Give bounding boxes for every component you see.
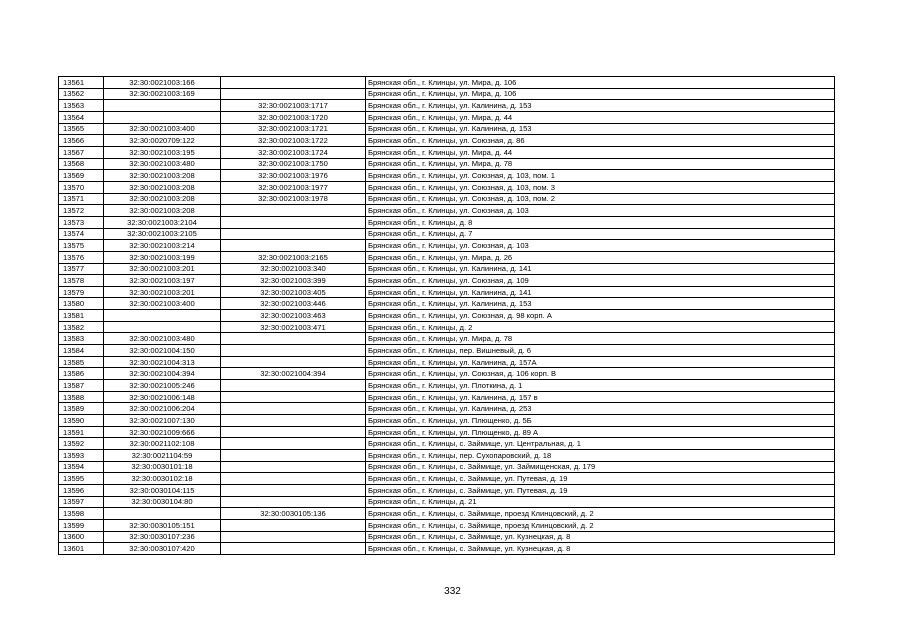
- register-table-body: [59, 77, 835, 555]
- row-number-cell: 13601: [59, 543, 104, 555]
- table-row: [59, 135, 835, 147]
- row-number-cell: 13573: [59, 216, 104, 228]
- table-row: [59, 275, 835, 287]
- address-cell: Брянская обл., г. Клинцы, д. 7: [366, 228, 835, 240]
- address-cell: Брянская обл., г. Клинцы, ул. Мира, д. 106: [366, 77, 835, 89]
- cadastral-number-cell: 32:30:0030104:80: [104, 496, 221, 508]
- row-number-cell: 13568: [59, 158, 104, 170]
- cadastral-number-cell: 32:30:0021003:208: [104, 181, 221, 193]
- row-number-cell: 13566: [59, 135, 104, 147]
- table-row: [59, 228, 835, 240]
- table-row: [59, 321, 835, 333]
- linked-cadastral-number-cell: [221, 356, 366, 368]
- linked-cadastral-number-cell: 32:30:0021003:1720: [221, 111, 366, 123]
- cadastral-number-cell: 32:30:0021003:208: [104, 205, 221, 217]
- linked-cadastral-number-cell: [221, 543, 366, 555]
- linked-cadastral-number-cell: 32:30:0021003:1717: [221, 100, 366, 112]
- table-row: [59, 531, 835, 543]
- linked-cadastral-number-cell: 32:30:0021003:463: [221, 310, 366, 322]
- cadastral-number-cell: 32:30:0021004:394: [104, 368, 221, 380]
- address-cell: Брянская обл., г. Клинцы, с. Займище, ул. Путевая, д. 19: [366, 484, 835, 496]
- address-cell: Брянская обл., г. Клинцы, ул. Союзная, д. 106 корп. В: [366, 368, 835, 380]
- table-row: [59, 368, 835, 380]
- cadastral-number-cell: 32:30:0030101:18: [104, 461, 221, 473]
- address-cell: Брянская обл., г. Клинцы, ул. Мира, д. 26: [366, 251, 835, 263]
- address-cell: Брянская обл., г. Клинцы, ул. Калинина, д. 153: [366, 100, 835, 112]
- address-cell: Брянская обл., г. Клинцы, ул. Союзная, д. 98 корп. А: [366, 310, 835, 322]
- cadastral-number-cell: 32:30:0021003:201: [104, 286, 221, 298]
- address-cell: Брянская обл., г. Клинцы, д. 8: [366, 216, 835, 228]
- row-number-cell: 13580: [59, 298, 104, 310]
- address-cell: Брянская обл., г. Клинцы, ул. Союзная, д. 103, пом. 2: [366, 193, 835, 205]
- address-cell: Брянская обл., г. Клинцы, ул. Калинина, д. 141: [366, 263, 835, 275]
- row-number-cell: 13576: [59, 251, 104, 263]
- linked-cadastral-number-cell: [221, 461, 366, 473]
- row-number-cell: 13570: [59, 181, 104, 193]
- linked-cadastral-number-cell: 32:30:0021003:2165: [221, 251, 366, 263]
- cadastral-number-cell: 32:30:0030107:236: [104, 531, 221, 543]
- table-row: [59, 123, 835, 135]
- table-row: [59, 543, 835, 555]
- row-number-cell: 13587: [59, 380, 104, 392]
- cadastral-number-cell: 32:30:0030104:115: [104, 484, 221, 496]
- row-number-cell: 13578: [59, 275, 104, 287]
- address-cell: Брянская обл., г. Клинцы, с. Займище, проезд Клинцовский, д. 2: [366, 508, 835, 520]
- address-cell: Брянская обл., г. Клинцы, ул. Мира, д. 78: [366, 158, 835, 170]
- table-row: [59, 403, 835, 415]
- table-row: [59, 77, 835, 89]
- row-number-cell: 13592: [59, 438, 104, 450]
- cadastral-number-cell: 32:30:0021003:195: [104, 146, 221, 158]
- cadastral-number-cell: 32:30:0021007:130: [104, 415, 221, 427]
- linked-cadastral-number-cell: [221, 484, 366, 496]
- address-cell: Брянская обл., г. Клинцы, ул. Мира, д. 78: [366, 333, 835, 345]
- table-row: [59, 473, 835, 485]
- linked-cadastral-number-cell: [221, 216, 366, 228]
- linked-cadastral-number-cell: [221, 496, 366, 508]
- row-number-cell: 13563: [59, 100, 104, 112]
- row-number-cell: 13589: [59, 403, 104, 415]
- row-number-cell: 13591: [59, 426, 104, 438]
- address-cell: Брянская обл., г. Клинцы, ул. Калинина, д. 157 в: [366, 391, 835, 403]
- row-number-cell: 13561: [59, 77, 104, 89]
- cadastral-number-cell: 32:30:0021003:166: [104, 77, 221, 89]
- row-number-cell: 13584: [59, 345, 104, 357]
- row-number-cell: 13600: [59, 531, 104, 543]
- row-number-cell: 13585: [59, 356, 104, 368]
- cadastral-register-table: [58, 76, 835, 555]
- cadastral-number-cell: 32:30:0021003:199: [104, 251, 221, 263]
- linked-cadastral-number-cell: 32:30:0021003:1977: [221, 181, 366, 193]
- table-row: [59, 181, 835, 193]
- row-number-cell: 13593: [59, 450, 104, 462]
- address-cell: Брянская обл., г. Клинцы, ул. Мира, д. 106: [366, 88, 835, 100]
- address-cell: Брянская обл., г. Клинцы, ул. Калинина, д. 157А: [366, 356, 835, 368]
- row-number-cell: 13598: [59, 508, 104, 520]
- table-row: [59, 170, 835, 182]
- table-row: [59, 263, 835, 275]
- linked-cadastral-number-cell: 32:30:0021003:1722: [221, 135, 366, 147]
- linked-cadastral-number-cell: [221, 391, 366, 403]
- table-row: [59, 333, 835, 345]
- table-row: [59, 251, 835, 263]
- table-row: [59, 508, 835, 520]
- address-cell: Брянская обл., г. Клинцы, с. Займище, ул. Кузнецкая, д. 8: [366, 543, 835, 555]
- row-number-cell: 13595: [59, 473, 104, 485]
- address-cell: Брянская обл., г. Клинцы, ул. Мира, д. 44: [366, 111, 835, 123]
- linked-cadastral-number-cell: [221, 380, 366, 392]
- address-cell: Брянская обл., г. Клинцы, ул. Союзная, д. 109: [366, 275, 835, 287]
- linked-cadastral-number-cell: 32:30:0021003:1750: [221, 158, 366, 170]
- address-cell: Брянская обл., г. Клинцы, ул. Союзная, д. 103, пом. 3: [366, 181, 835, 193]
- table-row: [59, 88, 835, 100]
- cadastral-number-cell: 32:30:0021005:246: [104, 380, 221, 392]
- address-cell: Брянская обл., г. Клинцы, д. 21: [366, 496, 835, 508]
- linked-cadastral-number-cell: [221, 415, 366, 427]
- table-row: [59, 146, 835, 158]
- table-row: [59, 356, 835, 368]
- address-cell: Брянская обл., г. Клинцы, пер. Сухопаровский, д. 18: [366, 450, 835, 462]
- cadastral-number-cell: 32:30:0021102:108: [104, 438, 221, 450]
- row-number-cell: 13583: [59, 333, 104, 345]
- table-row: [59, 450, 835, 462]
- cadastral-number-cell: 32:30:0021009:666: [104, 426, 221, 438]
- linked-cadastral-number-cell: 32:30:0021003:446: [221, 298, 366, 310]
- cadastral-number-cell: 32:30:0021003:197: [104, 275, 221, 287]
- row-number-cell: 13582: [59, 321, 104, 333]
- cadastral-number-cell: 32:30:0020709:122: [104, 135, 221, 147]
- cadastral-number-cell: [104, 310, 221, 322]
- address-cell: Брянская обл., г. Клинцы, пер. Вишневый, д. 6: [366, 345, 835, 357]
- linked-cadastral-number-cell: 32:30:0021003:1976: [221, 170, 366, 182]
- cadastral-number-cell: 32:30:0021004:313: [104, 356, 221, 368]
- linked-cadastral-number-cell: [221, 228, 366, 240]
- table-row: [59, 205, 835, 217]
- address-cell: Брянская обл., г. Клинцы, с. Займище, ул. Путевая, д. 19: [366, 473, 835, 485]
- table-row: [59, 380, 835, 392]
- cadastral-number-cell: 32:30:0021003:400: [104, 298, 221, 310]
- linked-cadastral-number-cell: 32:30:0021003:471: [221, 321, 366, 333]
- linked-cadastral-number-cell: [221, 403, 366, 415]
- cadastral-number-cell: 32:30:0030102:18: [104, 473, 221, 485]
- row-number-cell: 13569: [59, 170, 104, 182]
- address-cell: Брянская обл., г. Клинцы, ул. Плющенко, д. 89 А: [366, 426, 835, 438]
- linked-cadastral-number-cell: [221, 531, 366, 543]
- address-cell: Брянская обл., г. Клинцы, ул. Калинина, д. 153: [366, 298, 835, 310]
- cadastral-number-cell: 32:30:0021003:2105: [104, 228, 221, 240]
- linked-cadastral-number-cell: [221, 438, 366, 450]
- row-number-cell: 13567: [59, 146, 104, 158]
- row-number-cell: 13577: [59, 263, 104, 275]
- cadastral-number-cell: 32:30:0021003:480: [104, 333, 221, 345]
- row-number-cell: 13571: [59, 193, 104, 205]
- cadastral-number-cell: 32:30:0021104:59: [104, 450, 221, 462]
- linked-cadastral-number-cell: [221, 77, 366, 89]
- row-number-cell: 13572: [59, 205, 104, 217]
- row-number-cell: 13594: [59, 461, 104, 473]
- cadastral-number-cell: 32:30:0021004:150: [104, 345, 221, 357]
- row-number-cell: 13574: [59, 228, 104, 240]
- table-row: [59, 240, 835, 252]
- row-number-cell: 13575: [59, 240, 104, 252]
- table-row: [59, 298, 835, 310]
- address-cell: Брянская обл., г. Клинцы, с. Займище, ул. Займищенская, д. 179: [366, 461, 835, 473]
- cadastral-number-cell: 32:30:0030105:151: [104, 519, 221, 531]
- linked-cadastral-number-cell: 32:30:0021003:405: [221, 286, 366, 298]
- row-number-cell: 13564: [59, 111, 104, 123]
- table-row: [59, 391, 835, 403]
- address-cell: Брянская обл., г. Клинцы, ул. Союзная, д. 86: [366, 135, 835, 147]
- table-row: [59, 426, 835, 438]
- cadastral-number-cell: [104, 508, 221, 520]
- cadastral-number-cell: 32:30:0030107:420: [104, 543, 221, 555]
- linked-cadastral-number-cell: [221, 345, 366, 357]
- cadastral-number-cell: 32:30:0021003:208: [104, 170, 221, 182]
- linked-cadastral-number-cell: [221, 240, 366, 252]
- linked-cadastral-number-cell: [221, 450, 366, 462]
- address-cell: Брянская обл., г. Клинцы, ул. Плющенко, д. 5Б: [366, 415, 835, 427]
- linked-cadastral-number-cell: [221, 205, 366, 217]
- table-row: [59, 193, 835, 205]
- linked-cadastral-number-cell: [221, 88, 366, 100]
- cadastral-number-cell: 32:30:0021003:208: [104, 193, 221, 205]
- row-number-cell: 13590: [59, 415, 104, 427]
- row-number-cell: 13599: [59, 519, 104, 531]
- linked-cadastral-number-cell: 32:30:0021003:1721: [221, 123, 366, 135]
- linked-cadastral-number-cell: 32:30:0021003:1978: [221, 193, 366, 205]
- cadastral-number-cell: [104, 100, 221, 112]
- linked-cadastral-number-cell: [221, 333, 366, 345]
- row-number-cell: 13586: [59, 368, 104, 380]
- cadastral-number-cell: 32:30:0021006:204: [104, 403, 221, 415]
- table-row: [59, 496, 835, 508]
- table-row: [59, 158, 835, 170]
- cadastral-number-cell: 32:30:0021003:400: [104, 123, 221, 135]
- address-cell: Брянская обл., г. Клинцы, с. Займище, ул. Кузнецкая, д. 8: [366, 531, 835, 543]
- row-number-cell: 13581: [59, 310, 104, 322]
- linked-cadastral-number-cell: 32:30:0021003:340: [221, 263, 366, 275]
- table-row: [59, 484, 835, 496]
- table-row: [59, 100, 835, 112]
- linked-cadastral-number-cell: 32:30:0021003:399: [221, 275, 366, 287]
- row-number-cell: 13579: [59, 286, 104, 298]
- address-cell: Брянская обл., г. Клинцы, ул. Калинина, д. 253: [366, 403, 835, 415]
- row-number-cell: 13562: [59, 88, 104, 100]
- address-cell: Брянская обл., г. Клинцы, с. Займище, ул. Центральная, д. 1: [366, 438, 835, 450]
- cadastral-number-cell: [104, 321, 221, 333]
- cadastral-number-cell: [104, 111, 221, 123]
- address-cell: Брянская обл., г. Клинцы, ул. Мира, д. 44: [366, 146, 835, 158]
- cadastral-number-cell: 32:30:0021003:169: [104, 88, 221, 100]
- address-cell: Брянская обл., г. Клинцы, ул. Союзная, д. 103: [366, 240, 835, 252]
- table-row: [59, 111, 835, 123]
- address-cell: Брянская обл., г. Клинцы, ул. Плоткина, д. 1: [366, 380, 835, 392]
- address-cell: Брянская обл., г. Клинцы, д. 2: [366, 321, 835, 333]
- table-row: [59, 519, 835, 531]
- cadastral-number-cell: 32:30:0021003:201: [104, 263, 221, 275]
- address-cell: Брянская обл., г. Клинцы, ул. Союзная, д. 103: [366, 205, 835, 217]
- address-cell: Брянская обл., г. Клинцы, ул. Калинина, д. 153: [366, 123, 835, 135]
- table-row: [59, 216, 835, 228]
- table-row: [59, 438, 835, 450]
- page-number: 332: [444, 586, 461, 597]
- row-number-cell: 13597: [59, 496, 104, 508]
- linked-cadastral-number-cell: 32:30:0021004:394: [221, 368, 366, 380]
- linked-cadastral-number-cell: [221, 473, 366, 485]
- row-number-cell: 13596: [59, 484, 104, 496]
- cadastral-number-cell: 32:30:0021003:480: [104, 158, 221, 170]
- table-row: [59, 415, 835, 427]
- table-row: [59, 286, 835, 298]
- linked-cadastral-number-cell: 32:30:0021003:1724: [221, 146, 366, 158]
- linked-cadastral-number-cell: [221, 519, 366, 531]
- cadastral-number-cell: 32:30:0021003:214: [104, 240, 221, 252]
- cadastral-number-cell: 32:30:0021003:2104: [104, 216, 221, 228]
- linked-cadastral-number-cell: 32:30:0030105:136: [221, 508, 366, 520]
- row-number-cell: 13588: [59, 391, 104, 403]
- address-cell: Брянская обл., г. Клинцы, ул. Калинина, д. 141: [366, 286, 835, 298]
- address-cell: Брянская обл., г. Клинцы, с. Займище, проезд Клинцовский, д. 2: [366, 519, 835, 531]
- row-number-cell: 13565: [59, 123, 104, 135]
- linked-cadastral-number-cell: [221, 426, 366, 438]
- table-row: [59, 461, 835, 473]
- table-row: [59, 310, 835, 322]
- address-cell: Брянская обл., г. Клинцы, ул. Союзная, д. 103, пом. 1: [366, 170, 835, 182]
- cadastral-number-cell: 32:30:0021006:148: [104, 391, 221, 403]
- table-row: [59, 345, 835, 357]
